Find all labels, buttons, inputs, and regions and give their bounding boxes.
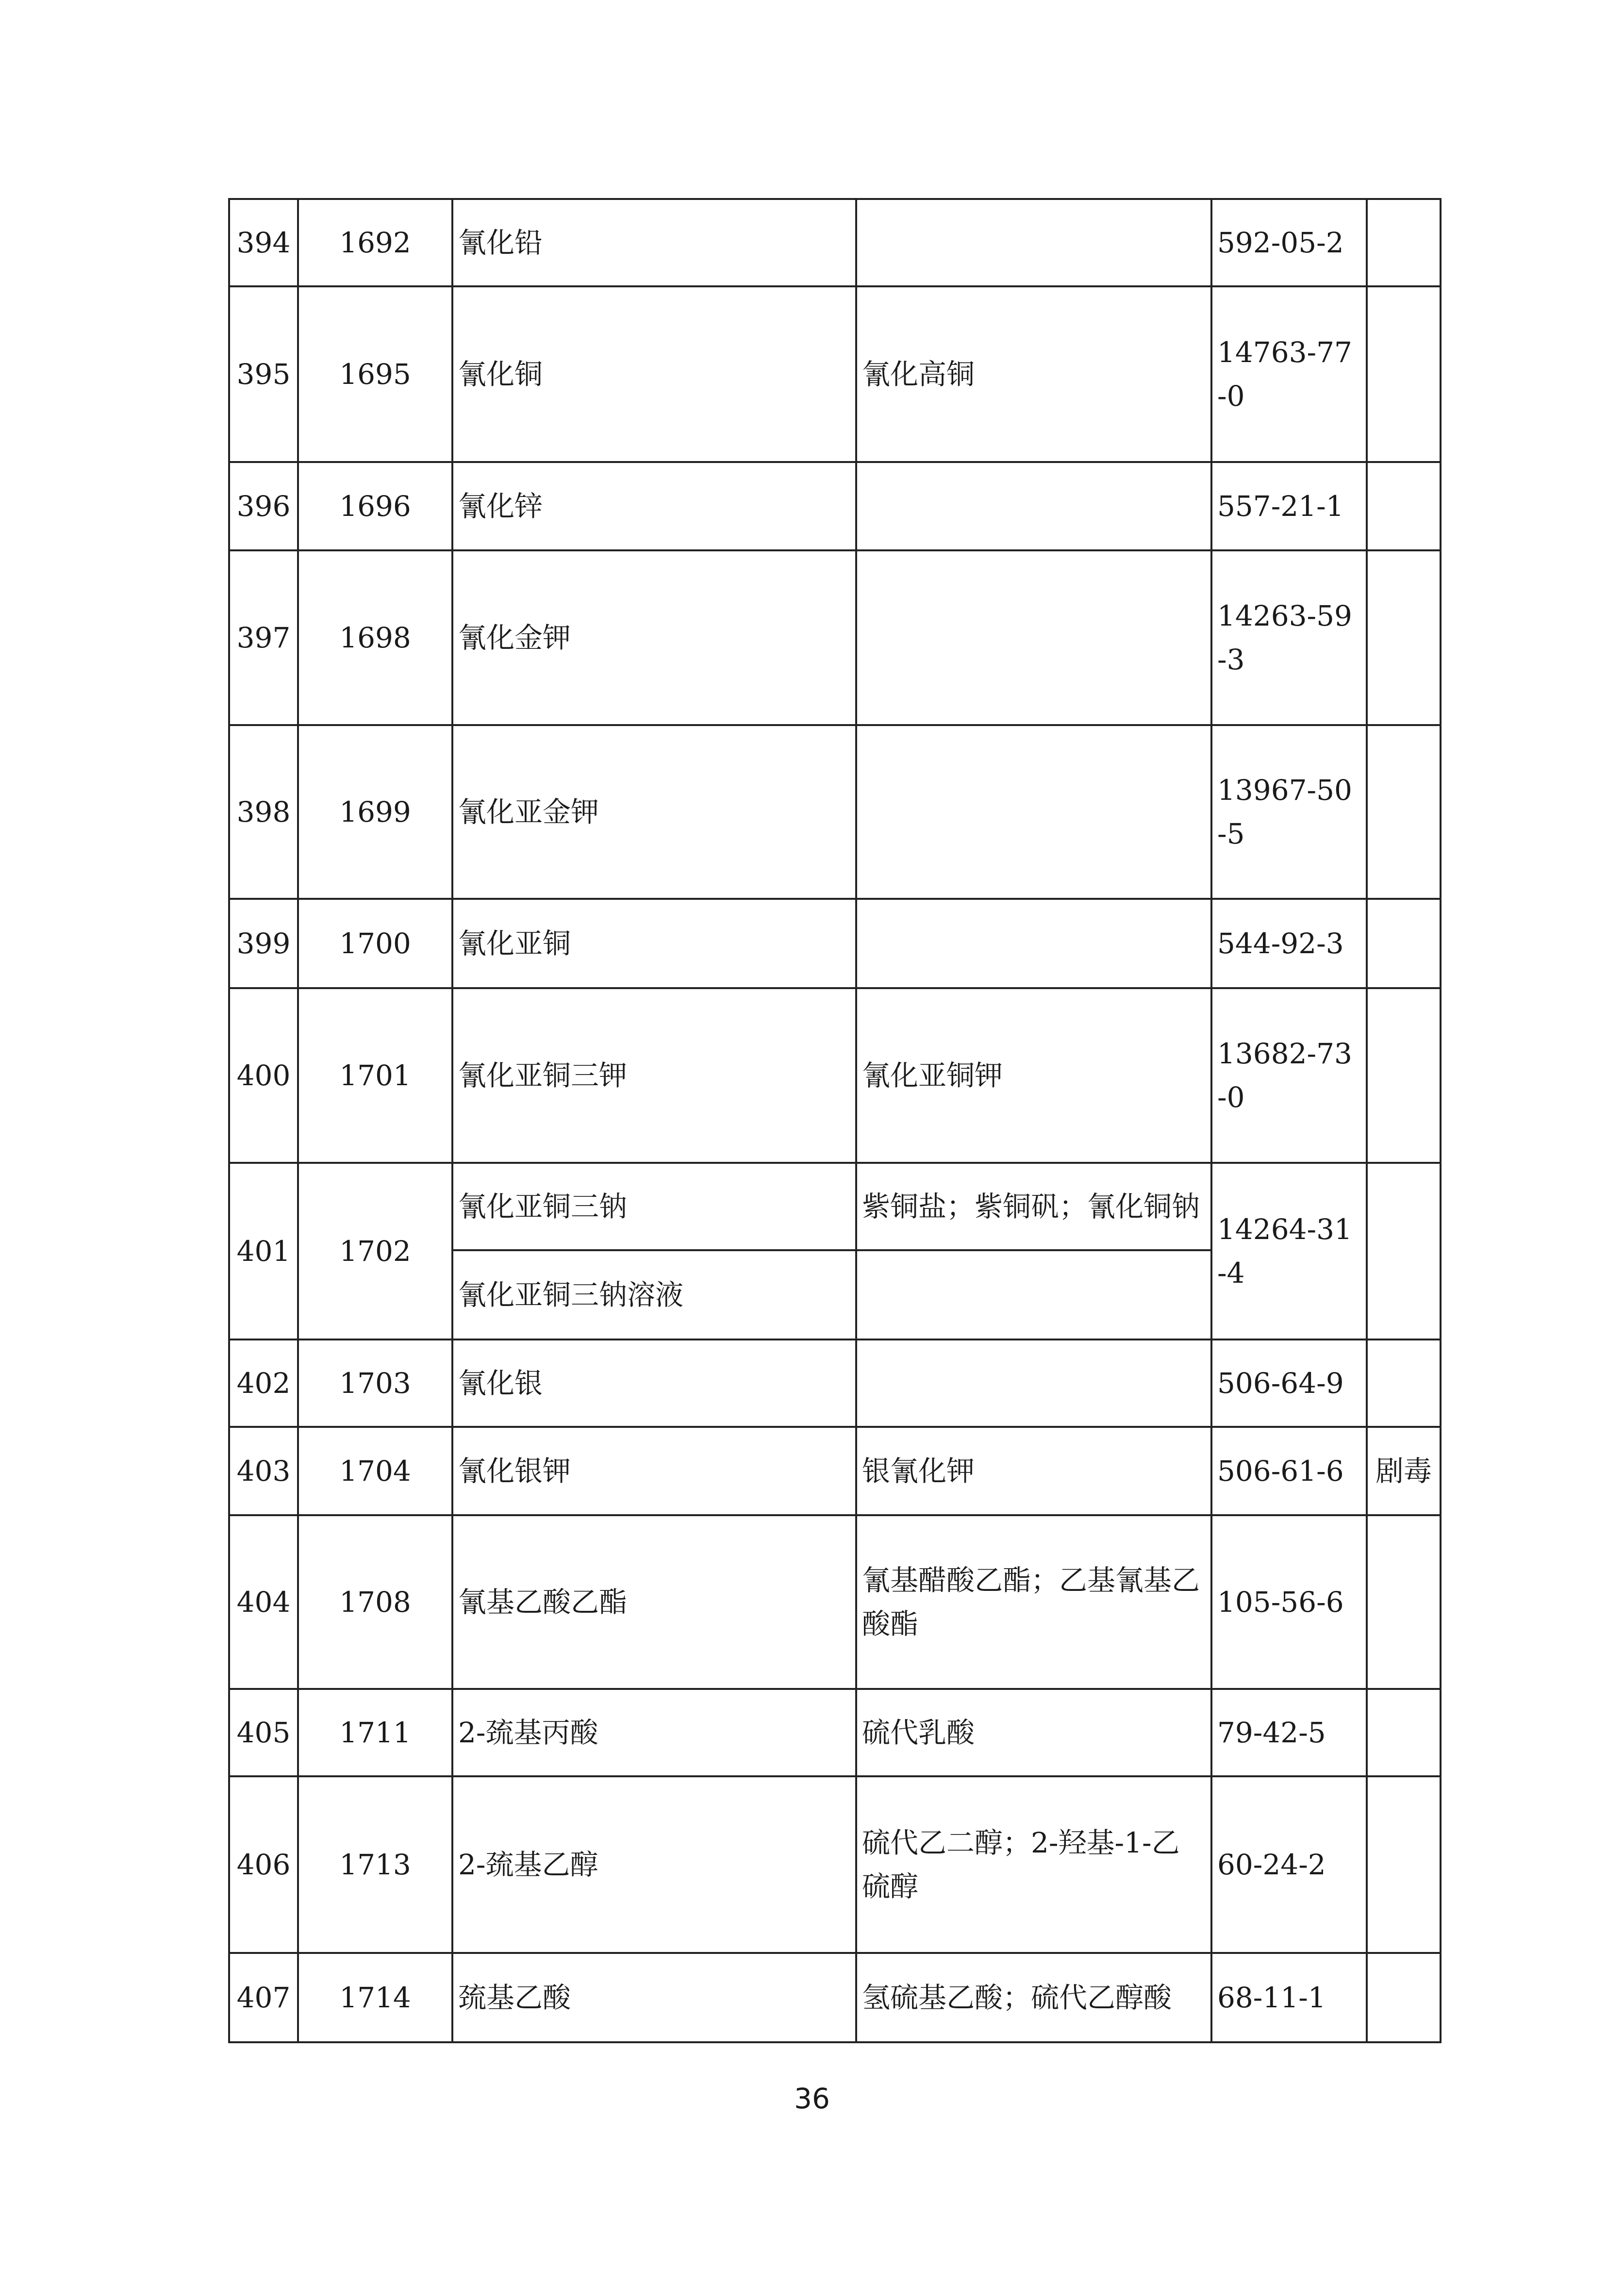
note-cell: 剧毒: [1367, 1427, 1441, 1515]
page-number: 36: [794, 2082, 830, 2115]
catalog-number-cell: 1711: [298, 1689, 452, 1776]
seq-cell: 400: [229, 988, 298, 1163]
cas-number-cell: 13967-50-5: [1211, 725, 1367, 899]
note-cell: [1367, 286, 1441, 462]
seq-cell: 402: [229, 1339, 298, 1427]
seq-cell: 399: [229, 899, 298, 988]
catalog-number-cell: 1708: [298, 1515, 452, 1689]
cas-number-cell: 592-05-2: [1211, 199, 1367, 286]
cas-number-cell: 14763-77-0: [1211, 286, 1367, 462]
catalog-number-cell: 1699: [298, 725, 452, 899]
note-cell: [1367, 1515, 1441, 1689]
table-row: [229, 899, 1441, 988]
catalog-number-cell: 1714: [298, 1953, 452, 2042]
catalog-number-cell: 1696: [298, 462, 452, 550]
alias-cell: [856, 550, 1211, 725]
table-row: [229, 988, 1441, 1163]
seq-cell: 396: [229, 462, 298, 550]
cas-number-cell: 105-56-6: [1211, 1515, 1367, 1689]
cas-number-cell: 60-24-2: [1211, 1776, 1367, 1953]
product-name-cell: 氰化金钾: [452, 550, 856, 725]
cas-number-cell: 14263-59-3: [1211, 550, 1367, 725]
cas-number-cell: 506-64-9: [1211, 1339, 1367, 1427]
cas-number-cell: 13682-73-0: [1211, 988, 1367, 1163]
product-name-cell: 氰化铜: [452, 286, 856, 462]
table-row: [229, 1689, 1441, 1776]
catalog-number-cell: 1701: [298, 988, 452, 1163]
note-cell: [1367, 899, 1441, 988]
table-row: [229, 1515, 1441, 1689]
table-row: [229, 1776, 1441, 1953]
catalog-number-cell: 1703: [298, 1339, 452, 1427]
alias-cell: [856, 899, 1211, 988]
alias-cell: 氰化高铜: [856, 286, 1211, 462]
seq-cell: 397: [229, 550, 298, 725]
product-name-cell: 氰化亚铜三钠: [452, 1163, 856, 1250]
catalog-number-cell: 1702: [298, 1163, 452, 1339]
note-cell: [1367, 1163, 1441, 1339]
product-name-cell: 氰化亚金钾: [452, 725, 856, 899]
seq-cell: 405: [229, 1689, 298, 1776]
cas-number-cell: 79-42-5: [1211, 1689, 1367, 1776]
table-row: [229, 1427, 1441, 1515]
alias-cell: 银氰化钾: [856, 1427, 1211, 1515]
catalog-number-cell: 1704: [298, 1427, 452, 1515]
product-name-cell: 氰化亚铜三钠溶液: [452, 1250, 856, 1339]
product-name-cell: 2-巯基乙醇: [452, 1776, 856, 1953]
product-name-cell: 巯基乙酸: [452, 1953, 856, 2042]
seq-cell: 395: [229, 286, 298, 462]
note-cell: [1367, 199, 1441, 286]
seq-cell: 398: [229, 725, 298, 899]
alias-cell: 紫铜盐；紫铜矾；氰化铜钠: [856, 1163, 1211, 1250]
table-row: [229, 199, 1441, 286]
product-name-cell: 氰化锌: [452, 462, 856, 550]
cas-number-cell: 68-11-1: [1211, 1953, 1367, 2042]
product-name-cell: 氰化亚铜三钾: [452, 988, 856, 1163]
alias-cell: [856, 725, 1211, 899]
alias-cell: 硫代乳酸: [856, 1689, 1211, 1776]
table-row: [229, 462, 1441, 550]
chemical-table: [228, 198, 1442, 2043]
alias-cell: 氢硫基乙酸；硫代乙醇酸: [856, 1953, 1211, 2042]
catalog-number-cell: 1713: [298, 1776, 452, 1953]
seq-cell: 407: [229, 1953, 298, 2042]
product-name-cell: 氰化铅: [452, 199, 856, 286]
table-row: [229, 1163, 1441, 1250]
alias-cell: [856, 1339, 1211, 1427]
cas-number-cell: 544-92-3: [1211, 899, 1367, 988]
product-name-cell: 氰化银: [452, 1339, 856, 1427]
cas-number-cell: 557-21-1: [1211, 462, 1367, 550]
alias-cell: 氰化亚铜钾: [856, 988, 1211, 1163]
product-name-cell: 氰化银钾: [452, 1427, 856, 1515]
note-cell: [1367, 1339, 1441, 1427]
alias-cell: 硫代乙二醇；2-羟基-1-乙硫醇: [856, 1776, 1211, 1953]
note-cell: [1367, 462, 1441, 550]
table-row: [229, 725, 1441, 899]
note-cell: [1367, 988, 1441, 1163]
note-cell: [1367, 1776, 1441, 1953]
alias-cell: [856, 199, 1211, 286]
cas-number-cell: 14264-31-4: [1211, 1163, 1367, 1339]
alias-cell: [856, 1250, 1211, 1339]
product-name-cell: 氰基乙酸乙酯: [452, 1515, 856, 1689]
product-name-cell: 2-巯基丙酸: [452, 1689, 856, 1776]
seq-cell: 401: [229, 1163, 298, 1339]
catalog-number-cell: 1700: [298, 899, 452, 988]
table-row: [229, 286, 1441, 462]
cas-number-cell: 506-61-6: [1211, 1427, 1367, 1515]
seq-cell: 394: [229, 199, 298, 286]
alias-cell: [856, 462, 1211, 550]
table-row: [229, 550, 1441, 725]
seq-cell: 404: [229, 1515, 298, 1689]
table-row: [229, 1953, 1441, 2042]
alias-cell: 氰基醋酸乙酯；乙基氰基乙酸酯: [856, 1515, 1211, 1689]
note-cell: [1367, 1953, 1441, 2042]
note-cell: [1367, 725, 1441, 899]
seq-cell: 406: [229, 1776, 298, 1953]
table-row: [229, 1339, 1441, 1427]
catalog-number-cell: 1695: [298, 286, 452, 462]
catalog-number-cell: 1698: [298, 550, 452, 725]
catalog-number-cell: 1692: [298, 199, 452, 286]
note-cell: [1367, 550, 1441, 725]
product-name-cell: 氰化亚铜: [452, 899, 856, 988]
note-cell: [1367, 1689, 1441, 1776]
seq-cell: 403: [229, 1427, 298, 1515]
